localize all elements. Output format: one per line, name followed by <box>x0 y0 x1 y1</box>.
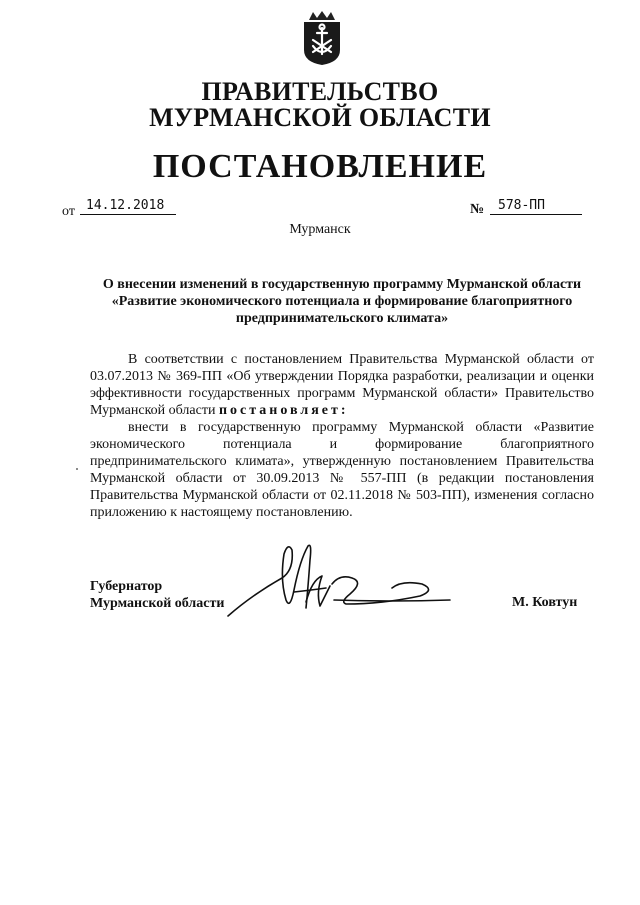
resolution-word: постановляет: <box>218 403 349 418</box>
coat-of-arms-icon <box>301 10 343 66</box>
scan-speck <box>76 468 78 470</box>
signatory-title-line1: Губернатор <box>90 579 163 594</box>
document-date: 14.12.2018 <box>86 198 165 213</box>
signatory-title <box>90 578 224 612</box>
signatory-title-line2: Мурманской области <box>90 596 225 611</box>
date-label: от <box>62 204 75 219</box>
heading-line1: О внесении изменений в государственную программу Мурманской области <box>102 277 582 292</box>
heading-line2: «Развитие экономического потенциала и формирование благоприятного <box>111 294 573 309</box>
paragraph-2: внести в государственную программу Мурманской области «Развитие экономического потенциала и формирование благоприятного предпринимательского климата», утвержденную постановлением Правительства Мурманской области от 30.09.2013 № 557-ПП (в редакции постановления Правительства Мурманской области от 02.11.2018 № 503-ПП), изменения согласно приложению к настоящему постановлению. <box>90 420 594 520</box>
org-name-line2: МУРМАНСКОЙ ОБЛАСТИ <box>149 103 491 132</box>
heading-line3: предпринимательского климата» <box>235 311 449 326</box>
date-underline <box>80 214 176 215</box>
document-number: 578-ПП <box>498 198 545 213</box>
document-type: ПОСТАНОВЛЕНИЕ <box>152 148 488 185</box>
document-heading <box>90 276 594 327</box>
paragraph-1-text: В соответствии с постановлением Правительства Мурманской области от 03.07.2013 № 369-ПП «Об утверждении Порядка разработки, реализации и оценки эффективности государственных программ Мурманской области» Правительство Мурманской области <box>90 352 594 418</box>
number-underline <box>490 214 582 215</box>
number-label: № <box>470 202 485 217</box>
org-name-line1: ПРАВИТЕЛЬСТВО <box>201 77 439 106</box>
handwritten-signature <box>222 540 452 620</box>
paragraph-1 <box>90 351 594 419</box>
city: Мурманск <box>289 222 351 237</box>
signatory-name: М. Ковтун <box>512 595 578 610</box>
